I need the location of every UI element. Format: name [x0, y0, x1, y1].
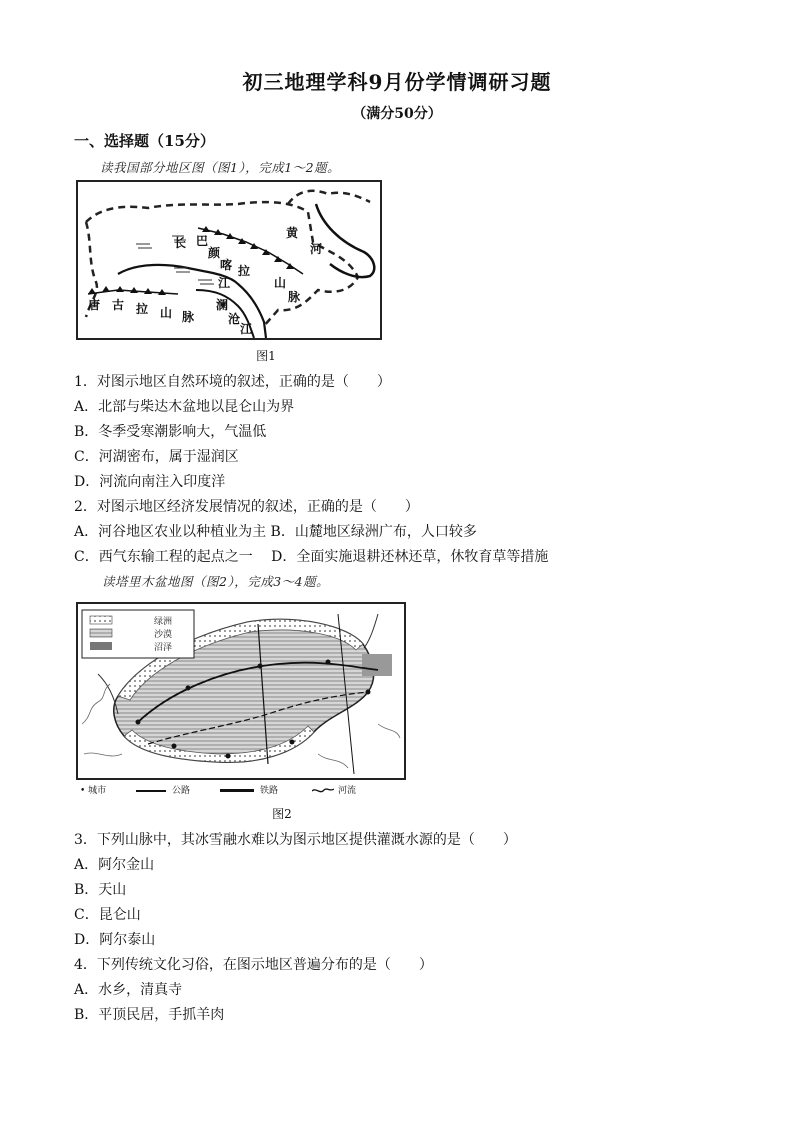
label-bayankala-6: 脉 — [288, 290, 301, 304]
score-note: （满分50分） — [352, 106, 442, 122]
q3-option-d: D．阿尔泰山 — [74, 932, 156, 948]
q1-option-c: C．河湖密布，属于湿润区 — [74, 449, 239, 465]
instruction-2: 读塔里木盆地图（图2），完成3～4题。 — [102, 574, 330, 589]
page-title: 初三地理学科9月份学情调研习题 — [242, 70, 552, 94]
instruction-1: 读我国部分地区图（图1），完成1～2题。 — [100, 160, 341, 175]
label-bayankala-4: 拉 — [238, 264, 251, 278]
label-bayankala-3: 喀 — [220, 258, 233, 272]
q4-stem: 4．下列传统文化习俗，在图示地区普遍分布的是（ ） — [74, 957, 433, 973]
legend-rail-line — [220, 789, 254, 792]
q2-options-cd: C．西气东输工程的起点之一 D．全面实施退耕还林还草，休牧育草等措施 — [74, 549, 549, 565]
label-tanggula-1: 唐 — [88, 298, 101, 312]
label-tanggula-2: 古 — [112, 298, 125, 312]
q1-stem: 1．对图示地区自然环境的叙述，正确的是（ ） — [74, 374, 391, 390]
label-chang: 长 — [174, 236, 187, 250]
legend-city: • 城市 — [80, 786, 107, 796]
label-lancang-1: 澜 — [216, 298, 229, 312]
q2-stem: 2．对图示地区经济发展情况的叙述，正确的是（ ） — [74, 499, 419, 515]
label-bayankala-5: 山 — [274, 276, 287, 290]
label-lancang-2: 沧 — [228, 312, 241, 326]
section-heading: 一、选择题（15分） — [74, 132, 215, 150]
legend-desert: 沙漠 — [154, 630, 173, 640]
label-tanggula-5: 脉 — [182, 310, 195, 324]
figure1-caption: 图1 — [256, 349, 276, 363]
q4-option-b: B．平顶民居，手抓羊肉 — [74, 1007, 225, 1023]
legend-oasis: 绿洲 — [154, 617, 173, 627]
label-tanggula-3: 拉 — [136, 302, 149, 316]
label-jiang: 江 — [218, 276, 231, 290]
figure1-map — [76, 180, 382, 340]
label-he: 河 — [310, 242, 323, 256]
q3-stem: 3．下列山脉中，其冰雪融水难以为图示地区提供灌溉水源的是（ ） — [74, 832, 517, 848]
legend-road-line — [136, 790, 166, 792]
q1-option-b: B．冬季受寒潮影响大，气温低 — [74, 424, 267, 440]
label-bayankala-1: 巴 — [196, 234, 209, 248]
q4-option-a: A．水乡，清真寺 — [74, 982, 183, 998]
q1-option-d: D．河流向南注入印度洋 — [74, 474, 226, 490]
label-huang: 黄 — [286, 226, 299, 240]
legend-river: 河流 — [338, 786, 357, 796]
legend-rail: 铁路 — [260, 786, 279, 796]
label-lancang-3: 江 — [240, 322, 253, 336]
figure2-caption: 图2 — [272, 807, 292, 821]
q1-option-a: A．北部与柴达木盆地以昆仑山为界 — [74, 399, 295, 415]
label-tanggula-4: 山 — [160, 306, 173, 320]
label-bayankala-2: 颜 — [208, 246, 221, 260]
legend-road: 公路 — [172, 786, 191, 796]
q3-option-c: C．昆仑山 — [74, 907, 141, 923]
figure2-bottom-legend — [80, 783, 410, 797]
figure2-map-drawing — [78, 604, 404, 778]
figure2-map — [76, 602, 406, 780]
legend-marsh: 沼泽 — [154, 643, 173, 653]
legend-river-icon — [312, 785, 334, 795]
q2-options-ab: A．河谷地区农业以种植业为主 B．山麓地区绿洲广布，人口较多 — [74, 524, 477, 540]
q3-option-a: A．阿尔金山 — [74, 857, 155, 873]
q3-option-b: B．天山 — [74, 882, 127, 898]
